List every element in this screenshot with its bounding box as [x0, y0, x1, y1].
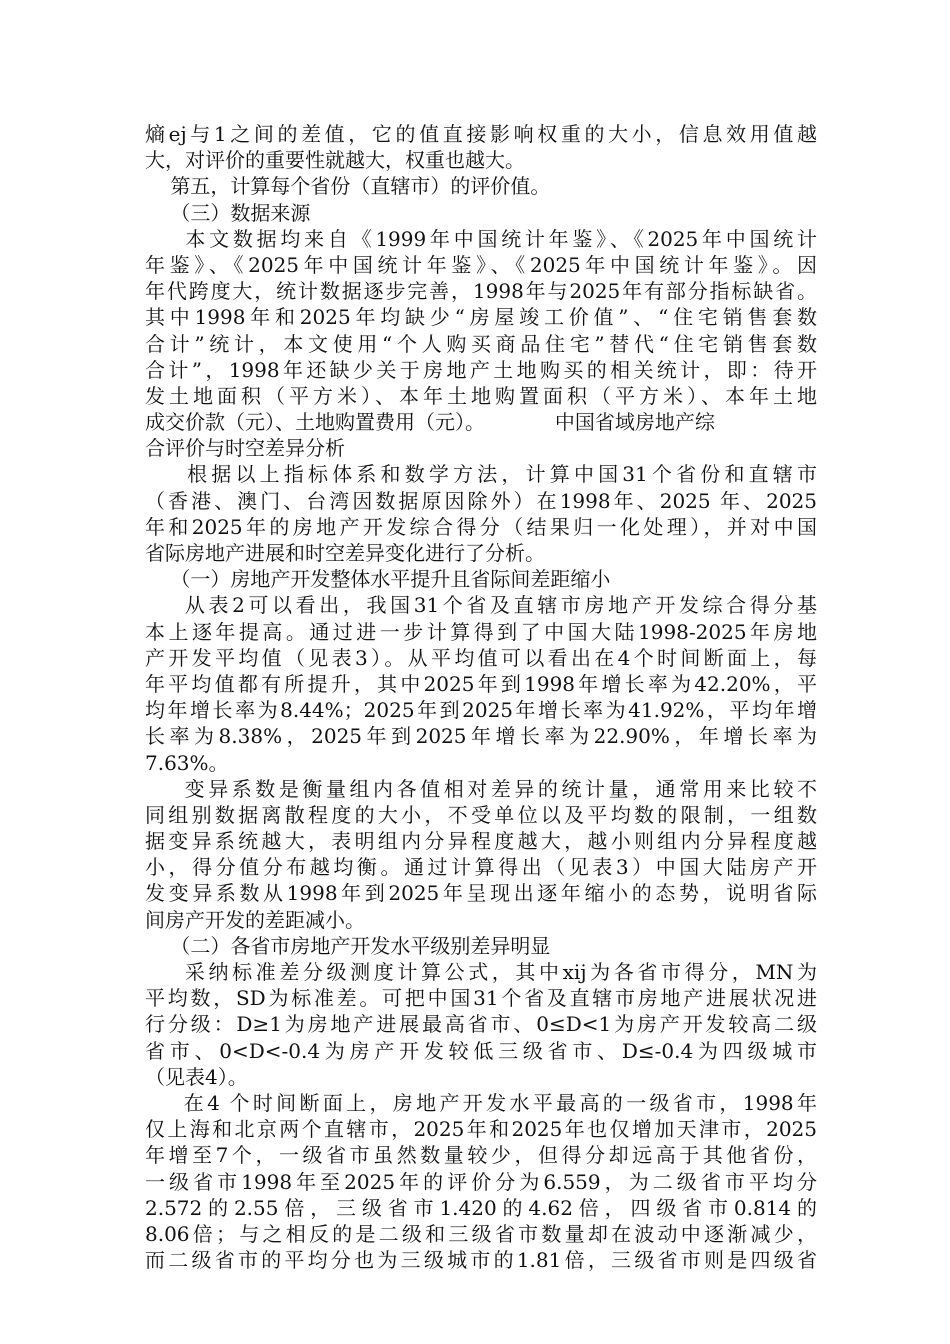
text-line: 2.572的2.55倍，三级省市1.420的4.62倍，四级省市0.814的 [145, 1195, 817, 1220]
text-line: 本上逐年提高。通过进一步计算得到了中国大陆1998-2025年房地 [145, 619, 817, 644]
text-line: （二）各省市房地产开发水平级别差异明显 [145, 933, 551, 958]
text-line: 合计”统计，本文使用“个人购买商品住宅”替代“住宅销售套数 [145, 331, 817, 356]
text-line: 8.06倍；与之相反的是二级和三级省市数量却在波动中逐渐减少， [145, 1221, 817, 1246]
text-line: 其中1998年和2025年均缺少“房屋竣工价值”、“住宅销售套数 [145, 305, 817, 330]
text-line: 年代跨度大，统计数据逐步完善，1998年与2025年有部分指标缺省。 [145, 279, 817, 304]
text-line: 省际房地产进展和时空差异变化进行了分析。 [145, 541, 545, 565]
text-line: 据变异系统越大，表明组内分异程度越大，越小则组内分异程度越 [145, 829, 817, 854]
text-line: 7.63%。 [145, 750, 229, 775]
text-line: 变异系数是衡量组内各值相对差异的统计量，通常用来比较不 [145, 776, 817, 801]
text-line: 平均数，SD为标准差。可把中国31个省及直辖市房地产进展状况进 [145, 986, 817, 1011]
text-line: （三）数据来源 [145, 200, 311, 225]
text-line: （香港、澳门、台湾因数据原因除外）在1998年、2025 年、2025 [145, 488, 817, 513]
text-line: 长率为8.38%，2025年到2025年增长率为22.90%，年增长率为 [145, 724, 817, 749]
text-line: 发变异系数从1998年到2025年呈现出逐年缩小的态势，说明省际 [145, 881, 817, 906]
text-line: 熵ej与1之间的差值，它的值直接影响权重的大小，信息效用值越 [145, 122, 817, 146]
text-line: 合评价与时空差异分析 [145, 436, 345, 461]
text-line: 年鉴》、《2025年中国统计年鉴》、《2025年中国统计年鉴》。因 [145, 252, 817, 277]
text-line: 年和2025年的房地产开发综合得分（结果归一化处理），并对中国 [145, 514, 817, 539]
text-line: 第五，计算每个省份（直辖市）的评价值。 [145, 174, 551, 199]
text-line: （见表4）。 [145, 1064, 248, 1089]
text-line: 小，得分值分布越均衡。通过计算得出（见表3）中国大陆房产开 [145, 855, 817, 880]
document-page [145, 121, 817, 1273]
text-line: 合计”，1998年还缺少关于房地产土地购买的相关统计，即：待开 [145, 357, 817, 382]
text-line: 同组别数据离散程度的大小，不受单位以及平均数的限制，一组数 [145, 802, 817, 827]
text-line: 年平均值都有所提升，其中2025年到1998年增长率为42.20%，平 [145, 671, 817, 696]
text-line: 产开发平均值（见表3）。从平均值可以看出在4个时间断面上，每 [145, 645, 817, 670]
text-line: 采纳标准差分级测度计算公式，其中xij为各省市得分，MN为 [145, 960, 817, 984]
text-line: 间房产开发的差距减小。 [145, 907, 365, 932]
text-line: 仅上海和北京两个直辖市，2025年和2025年也仅增加天津市，2025 [145, 1117, 817, 1142]
text-line: 省市、0<D<-0.4为房产开发较低三级省市、D≤-0.4为四级城市 [145, 1038, 817, 1063]
text-line: 而二级省市的平均分也为三级城市的1.81倍，三级省市则是四级省 [145, 1248, 817, 1273]
text-line: 在4 个时间断面上，房地产开发水平最高的一级省市，1998年 [145, 1090, 817, 1115]
text-line: 均年增长率为8.44%；2025年到2025年增长率为41.92%，平均年增 [145, 698, 817, 723]
text-line: 一级省市1998年至2025年的评价分为6.559，为二级省市平均分 [145, 1169, 817, 1194]
text-line: 根据以上指标体系和数学方法，计算中国31个省份和直辖市 [145, 462, 817, 487]
text-line: 成交价款（元）、土地购置费用（元）。 中国省域房地产综 [145, 410, 715, 435]
text-line: 本文数据均来自《1999年中国统计年鉴》、《2025年中国统计 [145, 226, 817, 251]
text-line: （一）房地产开发整体水平提升且省际间差距缩小 [145, 567, 611, 592]
text-line: 年增至7个，一级省市虽然数量较少，但得分却远高于其他省份， [145, 1143, 817, 1168]
text-line: 发土地面积（平方米）、本年土地购置面积（平方米）、本年土地 [145, 383, 817, 408]
text-line: 大，对评价的重要性就越大，权重也越大。 [145, 148, 525, 173]
text-line: 行分级：D≥1为房地产进展最高省市、0≤D<1为房产开发较高二级 [145, 1012, 817, 1037]
text-line: 从表2可以看出，我国31个省及直辖市房地产开发综合得分基 [145, 593, 817, 618]
